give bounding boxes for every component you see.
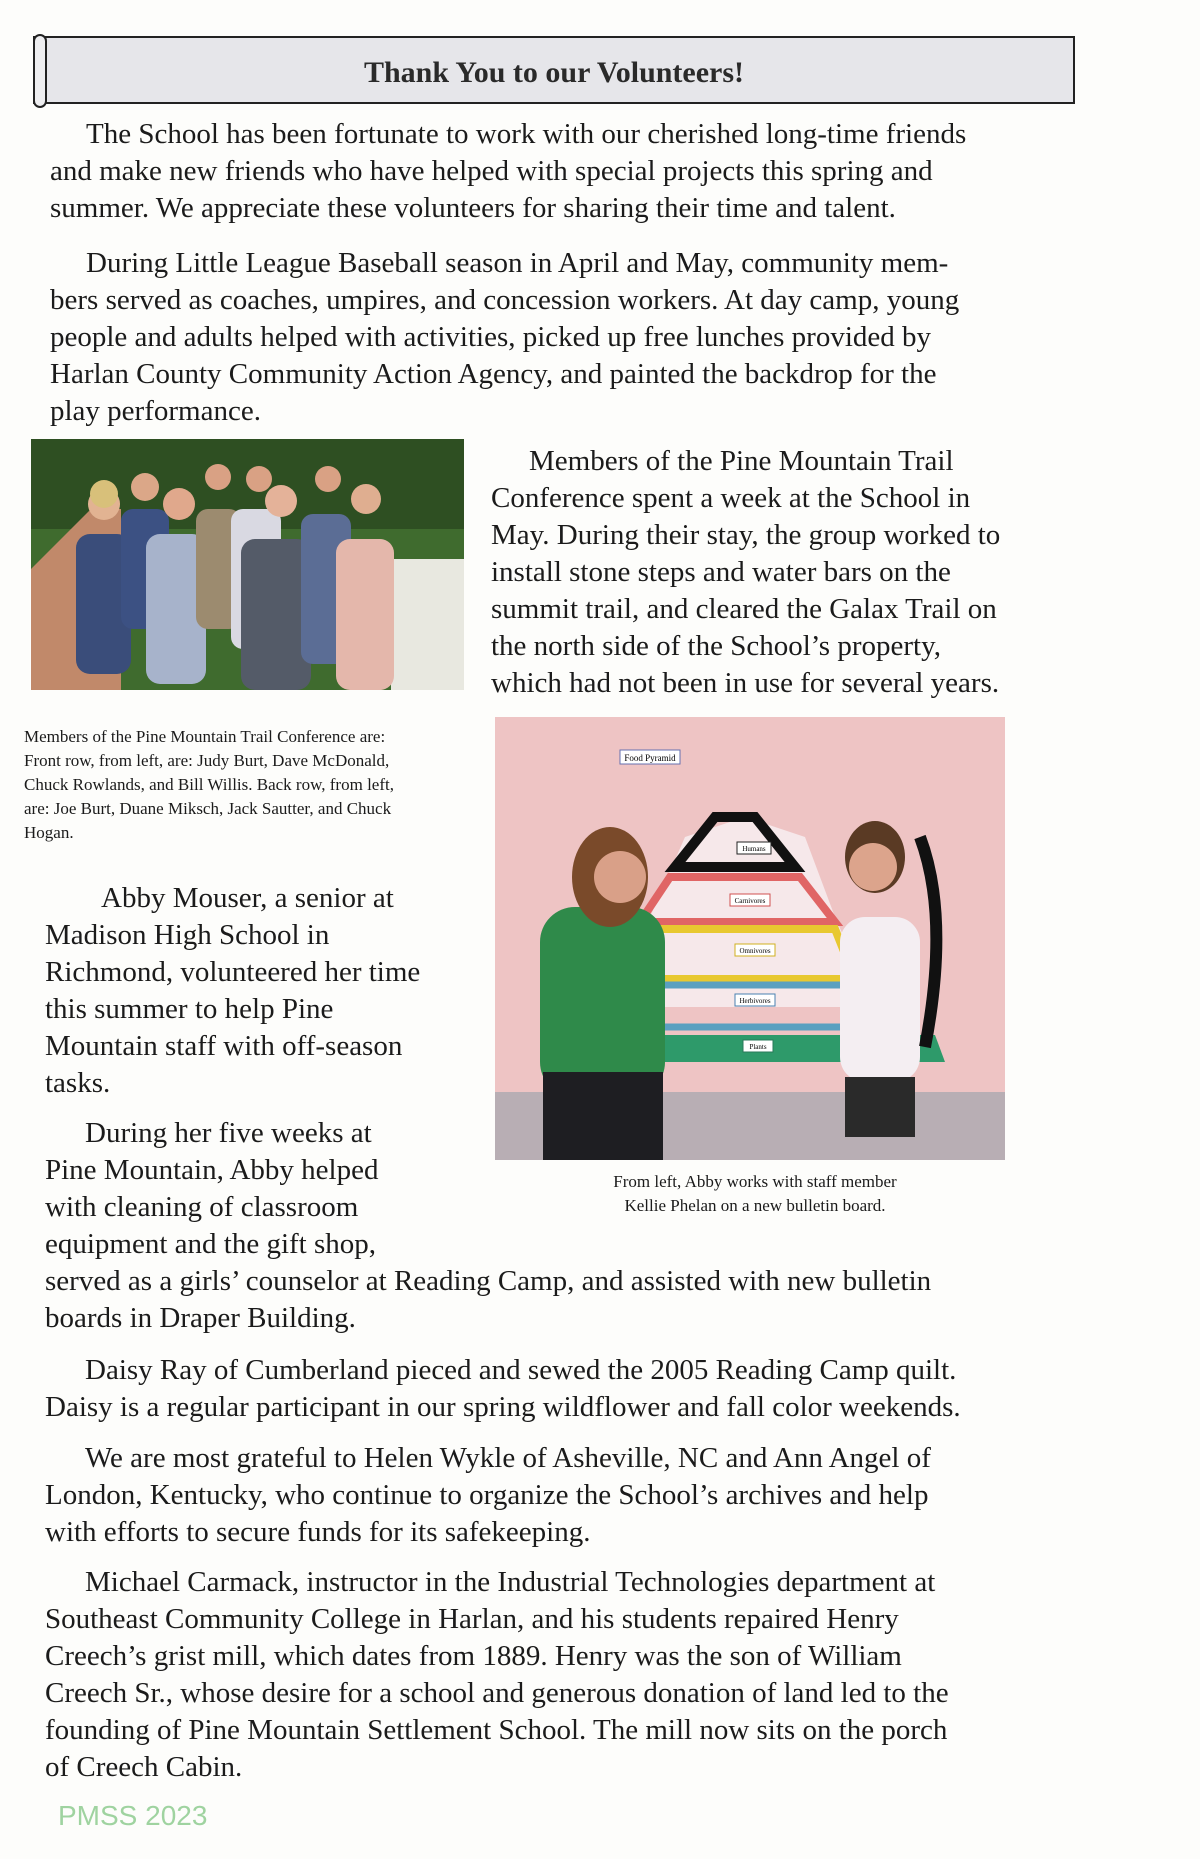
text-line: are: Joe Burt, Duane Miksch, Jack Sautter, and Chuck — [24, 799, 392, 818]
text-line: May. During their stay, the group worked to — [491, 519, 1001, 551]
text-line: the north side of the School’s property, — [491, 630, 941, 662]
text-line: which had not been in use for several years. — [491, 667, 1000, 699]
text-line: play performance. — [50, 395, 261, 427]
caption-bulletin-photo — [495, 1170, 1015, 1218]
text-line: Hogan. — [24, 823, 74, 842]
text-line: Richmond, volunteered her time — [45, 956, 421, 988]
text-line: Kellie Phelan on a new bulletin board. — [624, 1196, 886, 1215]
page-title: Thank You to our Volunteers! — [363, 56, 745, 89]
caption-trail-photo — [24, 725, 494, 845]
text-line: Front row, from left, are: Judy Burt, Dave McDonald, — [24, 751, 390, 770]
text-line: install stone steps and water bars on the — [491, 556, 951, 588]
paragraph-baseball — [50, 245, 1080, 430]
paragraph-abby-weeks — [45, 1115, 485, 1263]
text-line: During her five weeks at — [85, 1117, 372, 1149]
text-line: this summer to help Pine — [45, 993, 334, 1025]
paragraph-abby-weeks-continued — [45, 1263, 1075, 1337]
text-line: From left, Abby works with staff member — [613, 1172, 897, 1191]
text-line: Southeast Community College in Harlan, and his students repaired Henry — [45, 1603, 899, 1635]
text-line: Daisy is a regular participant in our spring wildflower and fall color weekends. — [45, 1391, 961, 1423]
text-line: Creech Sr., whose desire for a school and generous donation of land led to the — [45, 1677, 949, 1709]
text-line: summer. We appreciate these volunteers for sharing their time and talent. — [50, 192, 896, 224]
section-title-banner — [33, 36, 1075, 104]
text-line: The School has been fortunate to work with our cherished long-time friends — [86, 118, 967, 150]
level-label: Plants — [749, 1043, 767, 1051]
text-line: with efforts to secure funds for its safekeeping. — [45, 1516, 591, 1548]
text-line: boards in Draper Building. — [45, 1302, 356, 1334]
trail-conference-group-photo — [31, 439, 464, 690]
paragraph-archives — [45, 1440, 1075, 1551]
text-line: Chuck Rowlands, and Bill Willis. Back row, from left, — [24, 775, 394, 794]
text-line: Mountain staff with off-season — [45, 1030, 403, 1062]
level-label: Carnivores — [734, 897, 766, 905]
paragraph-daisy — [45, 1352, 1075, 1426]
text-line: Members of the Pine Mountain Trail Conference are: — [24, 727, 386, 746]
text-line: summit trail, and cleared the Galax Trail on — [491, 593, 997, 625]
paragraph-grist-mill — [45, 1564, 1075, 1786]
text-line: Members of the Pine Mountain Trail — [529, 445, 954, 477]
text-line: We are most grateful to Helen Wykle of Asheville, NC and Ann Angel of — [85, 1442, 931, 1474]
text-line: Abby Mouser, a senior at — [101, 882, 394, 914]
level-label: Humans — [742, 845, 766, 853]
text-line: and make new friends who have helped with special projects this spring and — [50, 155, 933, 187]
bulletin-title: Food Pyramid — [624, 753, 676, 763]
bulletin-board-photo — [495, 717, 1005, 1160]
paragraph-abby-intro — [45, 880, 485, 1102]
text-line: Creech’s grist mill, which dates from 1889. Henry was the son of William — [45, 1640, 902, 1672]
text-line: Madison High School in — [45, 919, 330, 951]
text-line: served as a girls’ counselor at Reading Camp, and assisted with new bulletin — [45, 1265, 932, 1297]
text-line: tasks. — [45, 1067, 111, 1099]
text-line: Harlan County Community Action Agency, and painted the backdrop for the — [50, 358, 937, 390]
text-line: Michael Carmack, instructor in the Industrial Technologies department at — [85, 1566, 936, 1598]
level-label: Omnivores — [739, 947, 771, 955]
text-line: During Little League Baseball season in April and May, community mem- — [86, 247, 949, 279]
text-line: founding of Pine Mountain Settlement School. The mill now sits on the porch — [45, 1714, 948, 1746]
text-line: of Creech Cabin. — [45, 1751, 243, 1783]
text-line: Daisy Ray of Cumberland pieced and sewed the 2005 Reading Camp quilt. — [85, 1354, 957, 1386]
text-line: people and adults helped with activities, picked up free lunches provided by — [50, 321, 932, 353]
text-line: Pine Mountain, Abby helped — [45, 1154, 379, 1186]
text-line: equipment and the gift shop, — [45, 1228, 377, 1260]
level-label: Herbivores — [739, 997, 771, 1005]
paragraph-trail-conference — [491, 443, 1071, 702]
text-line: with cleaning of classroom — [45, 1191, 359, 1223]
watermark: PMSS 2023 — [58, 1800, 208, 1831]
paragraph-intro — [50, 116, 1080, 227]
text-line: bers served as coaches, umpires, and concession workers. At day camp, young — [50, 284, 960, 316]
text-line: Conference spent a week at the School in — [491, 482, 971, 514]
text-line: London, Kentucky, who continue to organize the School’s archives and help — [45, 1479, 929, 1511]
